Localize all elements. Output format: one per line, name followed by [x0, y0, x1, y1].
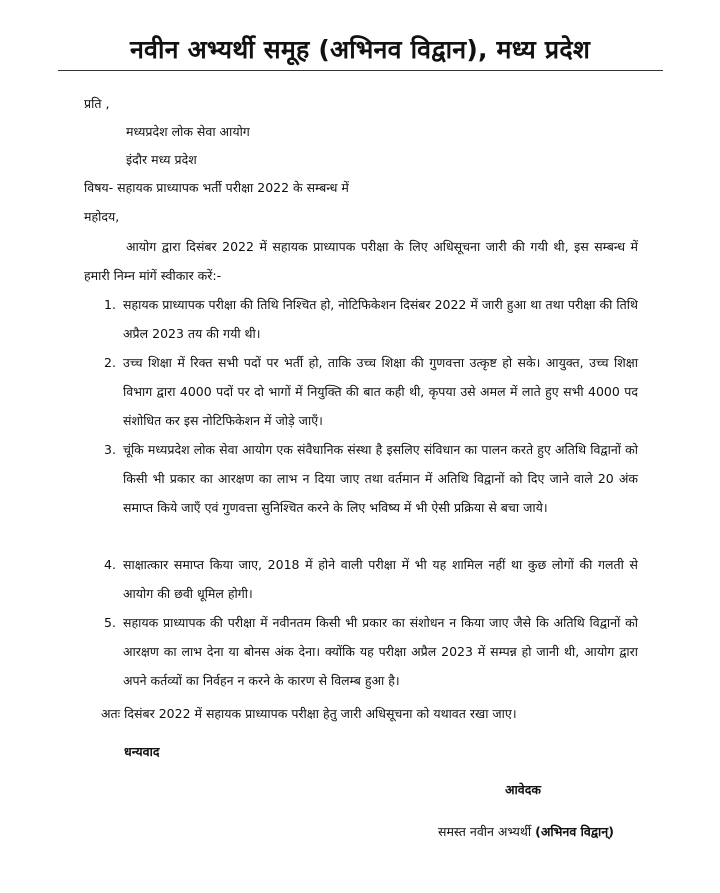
signature-group-prefix: समस्त नवीन अभ्यर्थी [438, 824, 536, 839]
address-to: प्रति , [84, 96, 110, 111]
demand-text: सहायक प्राध्यापक परीक्षा की तिथि निश्चित हो, नोटिफिकेशन दिसंबर 2022 में जारी हुआ था तथा परीक्षा की तिथि अप्रैल 2023 तय की गयी थी। [123, 297, 638, 341]
demand-number: 3. [104, 442, 116, 457]
demand-number: 2. [104, 355, 116, 370]
title-underline [58, 70, 663, 71]
intro-paragraph: आयोग द्वारा दिसंबर 2022 में सहायक प्राध्यापक परीक्षा के लिए अधिसूचना जारी की गयी थी, इस सम्बन्ध में हमारी निम्न मांगें स्वीकार करें:- [84, 239, 638, 283]
conclusion: अतः दिसंबर 2022 में सहायक प्राध्यापक परीक्षा हेतु जारी अधिसूचना को यथावत रखा जाए। [101, 706, 517, 721]
address-recipient: मध्यप्रदेश लोक सेवा आयोग [126, 124, 250, 139]
demand-number: 1. [104, 297, 116, 312]
demand-text: सहायक प्राध्यापक की परीक्षा में नवीनतम किसी भी प्रकार का संशोधन न किया जाए जैसे कि अतिथि विद्वानों को आरक्षण का लाभ देना या बोनस अंक देना। क्योंकि यह परीक्षा अप्रैल 2023 में सम्पन्न हो जानी थी, आयोग द्वारा अपने कर्तव्यों का निर्वहन न करने के कारण से विलम्ब हुआ है। [123, 615, 638, 688]
demand-number: 5. [104, 615, 116, 630]
demand-text: चूंकि मध्यप्रदेश लोक सेवा आयोग एक संवैधानिक संस्था है इसलिए संविधान का पालन करते हुए अतिथि विद्वानों को किसी भी प्रकार का आरक्षण का लाभ न दिया जाए तथा वर्तमान में अतिथि विद्वानों को दिए जाने वाले 20 अंक समाप्त किये जाएँ एवं गुणवत्ता सुनिश्चित करने के लिए भविष्य में भी ऐसी प्रक्रिया से बचा जाये। [123, 442, 638, 515]
demand-number: 4. [104, 557, 116, 572]
demand-text: साक्षात्कार समाप्त किया जाए, 2018 में होने वाली परीक्षा में भी यह शामिल नहीं था कुछ लोगों की गलती से आयोग की छवी धूमिल होगी। [123, 557, 638, 601]
applicant-label: आवेदक [505, 782, 541, 797]
letter-title: नवीन अभ्यर्थी समूह (अभिनव विद्वान), मध्य प्रदेश [129, 35, 591, 64]
salutation: महोदय, [84, 209, 120, 224]
signature-group-name: (अभिनव विद्वान्) [535, 824, 614, 839]
thanks: धन्यवाद [124, 744, 160, 759]
demand-text: उच्च शिक्षा में रिक्त सभी पदों पर भर्ती हो, ताकि उच्च शिक्षा की गुणवत्ता उत्कृष्ट हो सके। आयुक्त, उच्च शिक्षा विभाग द्वारा 4000 पदों पर दो भागों में नियुक्ति की बात कही थी, कृपया उसे अमल में लाते हुए सभी 4000 पद संशोधित कर इस नोटिफिकेशन में जोड़े जाएँ। [123, 355, 638, 428]
signature-line [438, 823, 614, 841]
address-location: इंदौर मध्य प्रदेश [126, 152, 197, 167]
subject-line: विषय- सहायक प्राध्यापक भर्ती परीक्षा 2022 के सम्बन्ध में [84, 180, 349, 195]
